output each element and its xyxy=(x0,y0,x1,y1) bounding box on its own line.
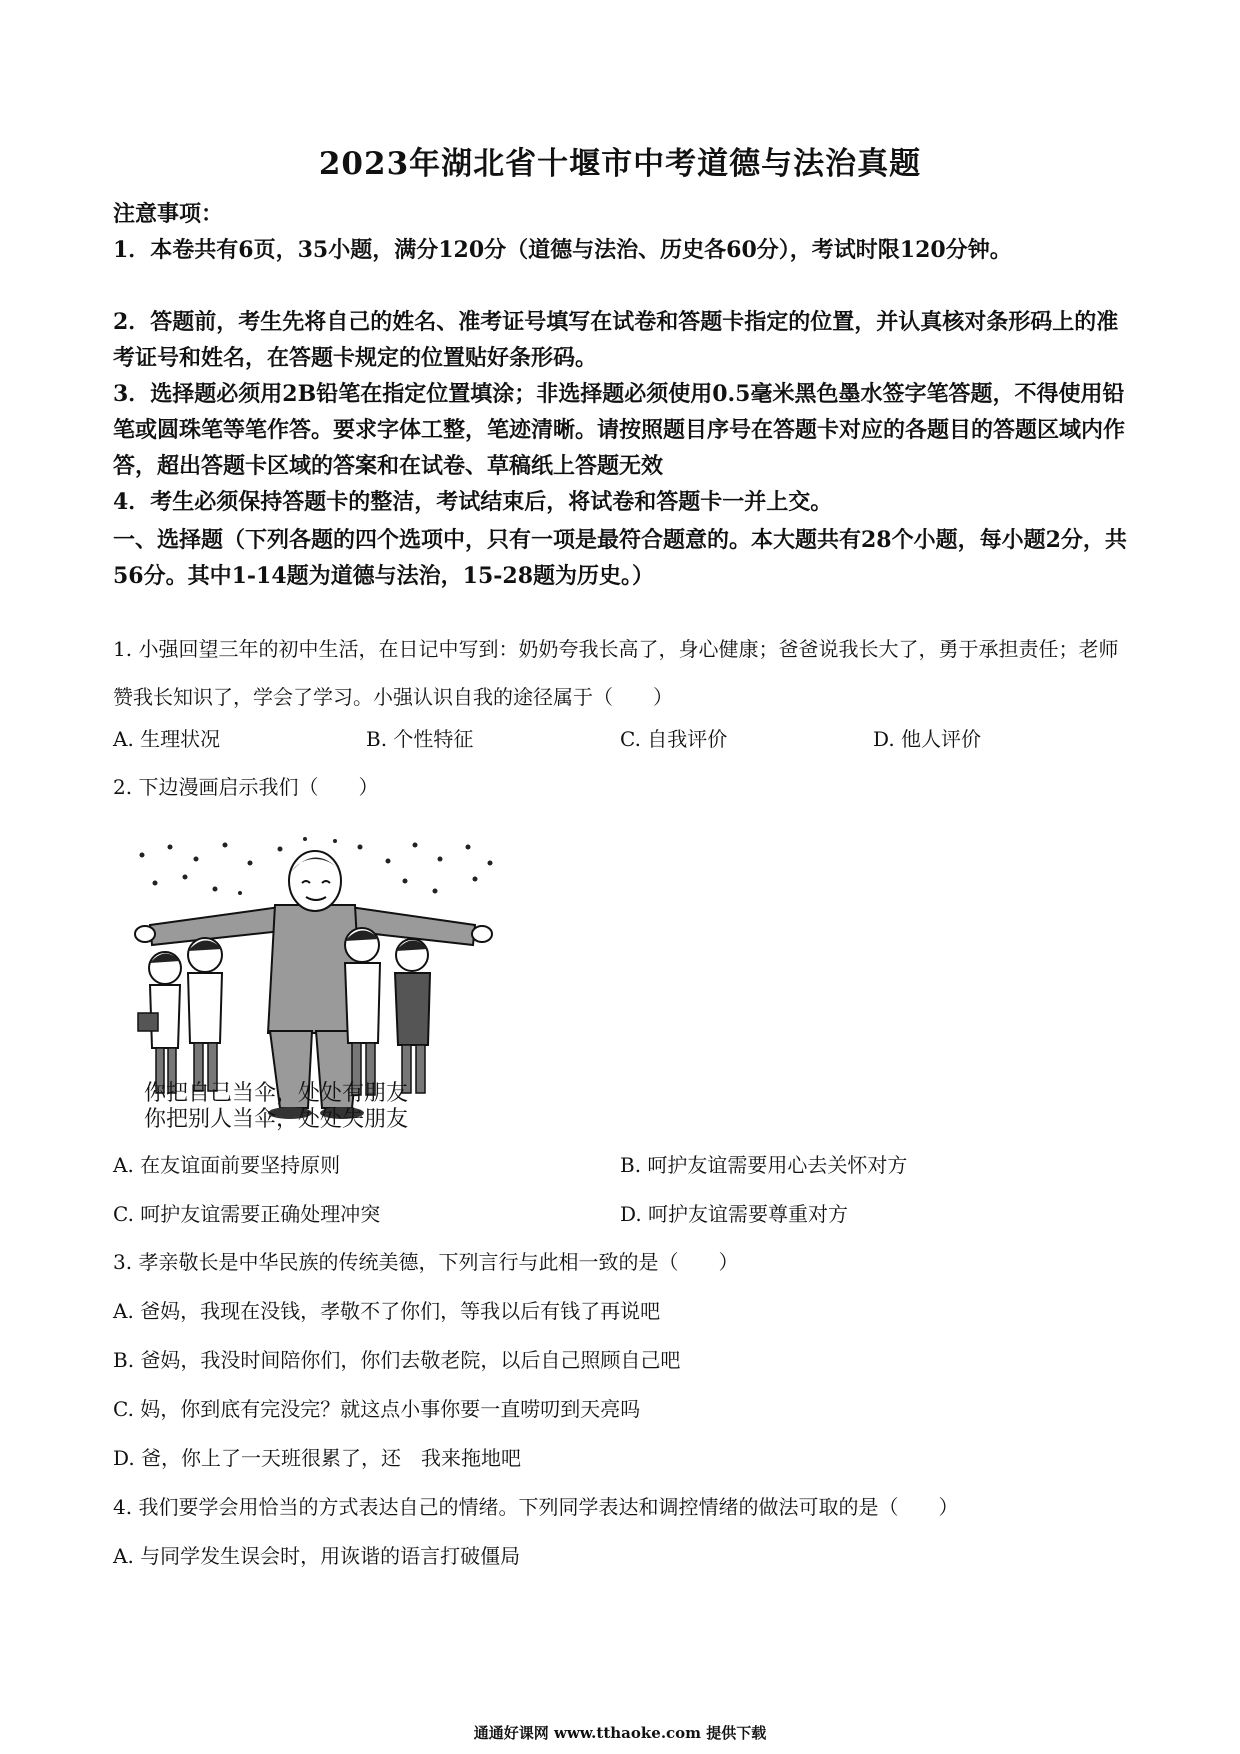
download-footer: 通通好课网 www.tthaoke.com 提供下载 xyxy=(473,1724,767,1742)
notice-item-1: 1．本卷共有6页，35小题，满分120分（道德与法治、历史各60分），考试时限120分钟。 xyxy=(113,237,1012,263)
cartoon-caption-line-2: 你把别人当伞，处处失朋友 xyxy=(144,1107,409,1132)
question-2-stem: 2. 下边漫画启示我们（ ） xyxy=(113,775,379,799)
notice-item-3: 3．选择题必须用2B铅笔在指定位置填涂；非选择题必须使用0.5毫米黑色墨水签字笔答题，不得使用铅笔或圆珠笔等笔作答。要求字体工整，笔迹清晰。请按照题目序号在答题卡对应的各题目的答题区域内作答，超出答题卡区域的答案和在试卷、草稿纸上答题无效 xyxy=(113,381,1126,479)
cartoon-caption-line-1: 你把自己当伞，处处有朋友 xyxy=(144,1081,409,1106)
notice-item-2: 2．答题前，考生先将自己的姓名、准考证号填写在试卷和答题卡指定的位置，并认真核对条形码上的准考证号和姓名，在答题卡规定的位置贴好条形码。 xyxy=(113,309,1119,371)
notice-item-4: 4．考生必须保持答题卡的整洁，考试结束后，将试卷和答题卡一并上交。 xyxy=(113,489,833,515)
q1-option-d: D. 他人评价 xyxy=(873,727,982,751)
q2-option-a: A. 在友谊面前要坚持原则 xyxy=(113,1153,341,1177)
section-heading: 一、选择题（下列各题的四个选项中，只有一项是最符合题意的。本大题共有28个小题，每小题2分，共56分。其中1-14题为道德与法治，15-28题为历史。） xyxy=(113,527,1127,589)
question-4-stem: 4. 我们要学会用恰当的方式表达自己的情绪。下列同学表达和调控情绪的做法可取的是（ ） xyxy=(113,1495,959,1519)
q3-option-a: A. 爸妈，我现在没钱，孝敬不了你们，等我以后有钱了再说吧 xyxy=(113,1299,661,1323)
question-3-stem: 3. 孝亲敬长是中华民族的传统美德，下列言行与此相一致的是（ ） xyxy=(113,1250,739,1274)
q1-option-b: B. 个性特征 xyxy=(366,727,474,751)
question-1-stem: 1. 小强回望三年的初中生活，在日记中写到：奶奶夸我长高了，身心健康；爸爸说我长大了，勇于承担责任；老师赞我长知识了，学会了学习。小强认识自我的途径属于（ ） xyxy=(113,637,1119,709)
q2-option-c: C. 呵护友谊需要正确处理冲突 xyxy=(113,1202,381,1226)
q3-option-c: C. 妈，你到底有完没完？就这点小事你要一直唠叨到天亮吗 xyxy=(113,1397,641,1421)
friendship-cartoon xyxy=(130,833,500,1133)
q2-option-b: B. 呵护友谊需要用心去关怀对方 xyxy=(620,1153,908,1177)
q1-option-a: A. 生理状况 xyxy=(113,727,221,751)
q2-option-d: D. 呵护友谊需要尊重对方 xyxy=(620,1202,849,1226)
q1-option-c: C. 自我评价 xyxy=(620,727,728,751)
q4-option-a: A. 与同学发生误会时，用诙谐的语言打破僵局 xyxy=(113,1544,521,1568)
q3-option-d: D. 爸，你上了一天班很累了，还 我来拖地吧 xyxy=(113,1446,522,1470)
notice-heading: 注意事项： xyxy=(113,201,224,227)
page-title: 2023年湖北省十堰市中考道德与法治真题 xyxy=(318,146,922,182)
q3-option-b: B. 爸妈，我没时间陪你们，你们去敬老院，以后自己照顾自己吧 xyxy=(113,1348,681,1372)
